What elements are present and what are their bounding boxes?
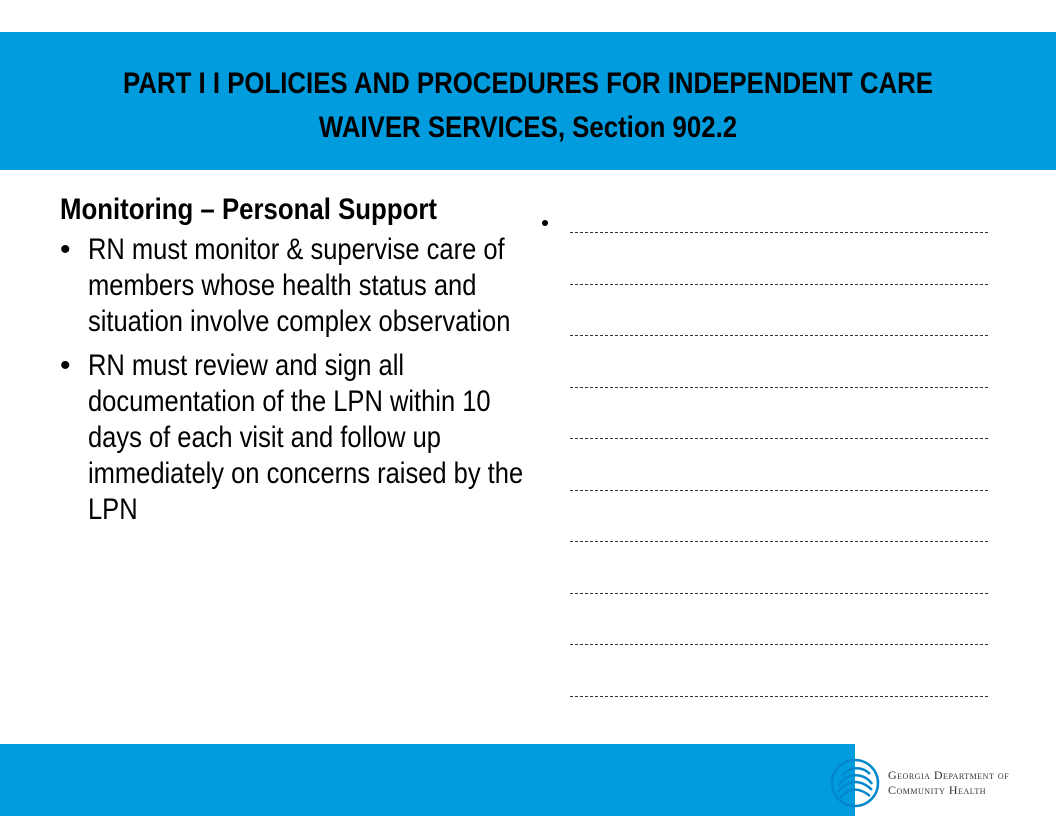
bullet-item bbox=[60, 232, 530, 340]
bullet-list bbox=[60, 232, 530, 528]
logo-text bbox=[888, 768, 1009, 798]
logo-icon bbox=[830, 758, 880, 808]
note-line bbox=[570, 541, 988, 542]
note-line bbox=[570, 696, 988, 697]
note-line bbox=[570, 644, 988, 645]
agency-logo bbox=[830, 758, 1009, 808]
bullet-dot-icon: • bbox=[60, 349, 71, 382]
note-line bbox=[570, 232, 988, 233]
content-area bbox=[60, 192, 530, 536]
header-band bbox=[0, 32, 1056, 170]
logo-line-2: Community Health bbox=[888, 783, 987, 797]
slide-title: PART I I POLICIES AND PROCEDURES FOR INDEPENDENT CARE WAIVER SERVICES, Section 902.2 bbox=[123, 67, 933, 144]
notes-bullet-icon bbox=[542, 220, 548, 226]
bullet-text: RN must monitor & supervise care of members whose health status and situation involve complex observation bbox=[88, 233, 511, 338]
note-line bbox=[570, 335, 988, 336]
footer-band bbox=[0, 744, 855, 816]
note-line bbox=[570, 438, 988, 439]
note-line bbox=[570, 284, 988, 285]
section-heading: Monitoring – Personal Support bbox=[60, 193, 437, 226]
note-line bbox=[570, 387, 988, 388]
logo-line-1: Georgia Department of bbox=[888, 768, 1010, 782]
bullet-dot-icon: • bbox=[60, 233, 71, 266]
bullet-text: RN must review and sign all documentation of the LPN within 10 days of each visit and follow up immediately on concerns raised by the LPN bbox=[88, 349, 524, 526]
note-line bbox=[570, 490, 988, 491]
bullet-item bbox=[60, 348, 530, 528]
note-line bbox=[570, 593, 988, 594]
